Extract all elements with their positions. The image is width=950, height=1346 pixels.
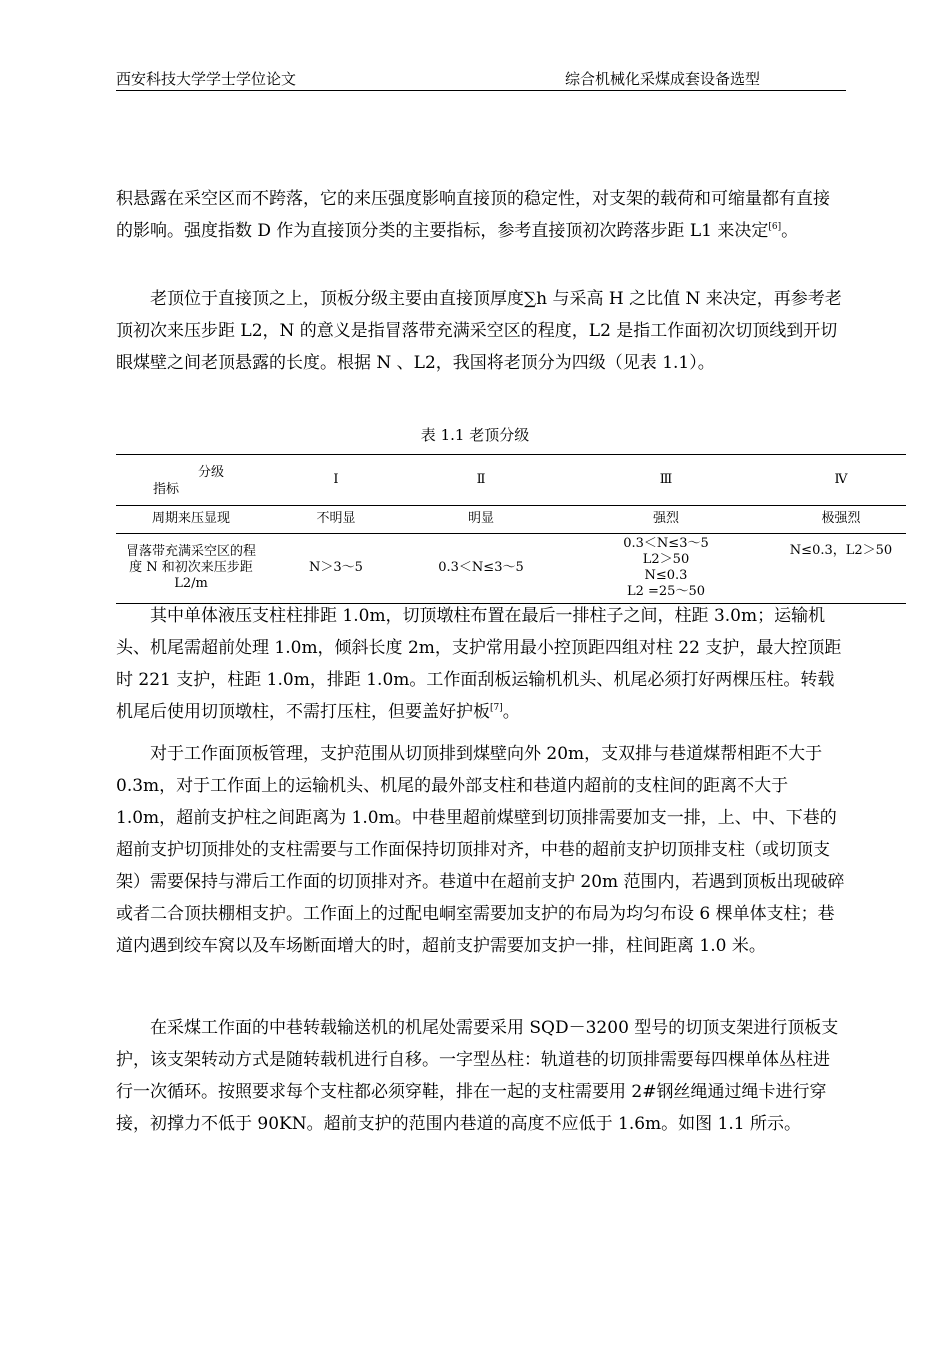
header-thesis-title: 综合机械化采煤成套设备选型 bbox=[564, 70, 760, 88]
table-row bbox=[116, 505, 906, 534]
row-label-periodic-pressure: 周期来压显现 bbox=[151, 511, 230, 526]
level-4-header: Ⅳ bbox=[834, 472, 848, 487]
table-cell-line: N≤0.3 bbox=[644, 568, 688, 583]
level-2-header: Ⅱ bbox=[476, 472, 486, 487]
paragraph-4: 对于工作面顶板管理，支护范围从切顶排到煤壁向外 20m，支双排与巷道煤帮相距不大于 0.3m，对于工作面上的运输机头、机尾的最外部支柱和巷道内超前的支柱间的距离不大于 1.0m，超前支护柱之间距离为 1.0m。中巷里超前煤壁到切顶排需要加支一排，上、中、下巷的超前支护切顶排处的支柱需要与工作面保持切顶排对齐，中巷的超前支护切顶排支柱（或切顶支架）需要保持与滞后工作面的切顶排对齐。巷道中在超前支护 20m 范围内，若遇到顶板出现破碎或者二合顶扶棚相支护。工作面上的过配电峒室需要加支护的布局为均匀布设 6 棵单体支柱；巷道内遇到绞车窝以及车场断面增大的时，超前支护需要加支护一排，柱间距离 1.0 米。 bbox=[116, 744, 845, 956]
paragraph-5: 在采煤工作面的中巷转载输送机的机尾处需要采用 SQD－3200 型号的切顶支架进行顶板支护，该支架转动方式是随转载机进行自移。一字型丛柱：轨道巷的切顶排需要每四棵单体丛柱进行一次循环。按照要求每个支柱都必须穿鞋，排在一起的支柱需要用 2#钢丝绳通过绳卡进行穿接，初撑力不低于 90KN。超前支护的范围内巷道的高度不应低于 1.6m。如图 1.1 所示。 bbox=[116, 1018, 839, 1134]
table-cell-line: 0.3＜N≤3～5 bbox=[623, 536, 709, 551]
table-corner-cell bbox=[116, 455, 266, 505]
page-header bbox=[116, 64, 846, 91]
paragraph-1 bbox=[116, 183, 846, 247]
table-header-row bbox=[116, 455, 906, 506]
table-cell-line: L2 =25～50 bbox=[626, 584, 705, 599]
table-cell: 不明显 bbox=[316, 511, 356, 526]
corner-label-level: 分级 bbox=[198, 465, 225, 480]
corner-label-indicator: 指标 bbox=[153, 482, 180, 497]
table-cell: 0.3＜N≤3～5 bbox=[438, 560, 524, 575]
row-label-caving-ratio: 冒落带充满采空区的程度 N 和初次来压步距 L2/m bbox=[125, 544, 256, 591]
paragraph-1-tail: 。 bbox=[781, 221, 799, 241]
table-cell bbox=[556, 533, 776, 603]
table-cell: N≤0.3，L2＞50 bbox=[789, 543, 893, 558]
header-university-title: 西安科技大学学士学位论文 bbox=[116, 70, 297, 88]
paragraph-3-text: 其中单体液压支柱柱排距 1.0m，切顶墩柱布置在最后一排柱子之间，柱距 3.0m；运输机头、机尾需超前处理 1.0m，倾斜长度 2m，支护常用最小控顶距四组对柱 22 支护，最大控顶距时 221 支护，柱距 1.0m，排距 1.0m。工作面刮板运输机机头、机尾必须打好两棵压柱。转载机尾后使用切顶墩柱，不需打压柱，但要盖好护板 bbox=[116, 606, 842, 722]
table-cell: 强烈 bbox=[652, 511, 679, 526]
citation-6: [6] bbox=[768, 222, 782, 232]
citation-7: [7] bbox=[490, 703, 503, 713]
table-caption: 表 1.1 老顶分级 bbox=[420, 426, 530, 444]
table-cell: 极强烈 bbox=[821, 511, 861, 526]
level-1-header: Ⅰ bbox=[333, 472, 339, 487]
table-row bbox=[116, 533, 906, 603]
table-cell-line: L2＞50 bbox=[642, 552, 690, 567]
level-3-header: Ⅲ bbox=[659, 472, 673, 487]
paragraph-2: 老顶位于直接顶之上，顶板分级主要由直接顶厚度∑h 与采高 H 之比值 N 来决定，再参考老顶初次来压步距 L2，N 的意义是指冒落带充满采空区的程度，L2 是指工作面初次切顶线到开切眼煤壁之间老顶悬露的长度。根据 N 、L2，我国将老顶分为四级（见表 1.1）。 bbox=[116, 289, 842, 373]
table-cell: N＞3～5 bbox=[309, 560, 363, 575]
paragraph-3-tail: 。 bbox=[502, 702, 520, 722]
paragraph-1-text: 积悬露在采空区而不跨落，它的来压强度影响直接顶的稳定性，对支架的载荷和可缩量都有直接的影响。强度指数 D 作为直接顶分类的主要指标，参考直接顶初次跨落步距 L1 来决定 bbox=[116, 189, 830, 241]
paragraph-3 bbox=[116, 600, 846, 728]
table-cell: 明显 bbox=[467, 511, 494, 526]
roof-classification-table bbox=[116, 454, 906, 604]
